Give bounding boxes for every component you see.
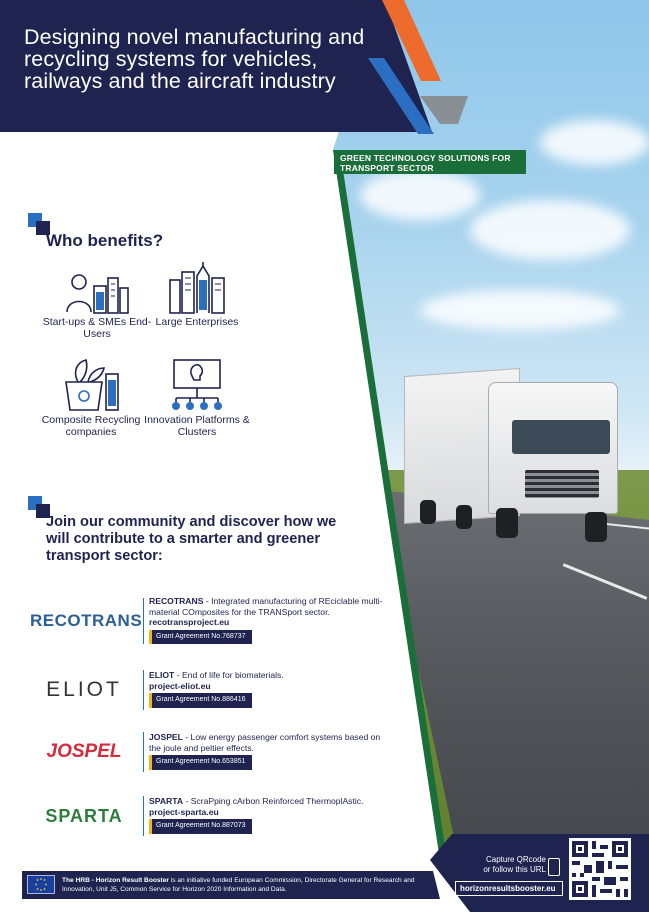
recycling-building-icon (58, 356, 124, 412)
project-description: - Low energy passenger comfort systems based on the joule and peltier effects. (149, 732, 381, 753)
project-url[interactable]: recotransproject.eu (149, 617, 230, 628)
footer-url[interactable]: horizonresultsbooster.eu (455, 881, 563, 896)
grant-badge: Grant Agreement No.653851 (149, 755, 252, 770)
person-city-icon (64, 268, 130, 314)
truck-wheel (420, 500, 436, 524)
truck-wheel (585, 512, 607, 542)
qr-caption-line: or follow this URL (483, 864, 546, 874)
sparta-logo: SPARTA (45, 806, 123, 826)
qr-code-icon[interactable] (569, 838, 631, 900)
footer-body: is an initiative funded European Commission, Directorate General for Research and Innovation, Unit J5, Common Service for Horizon 2020 Information and Data. (62, 877, 415, 893)
project-sparta (30, 796, 380, 836)
benefit-large-enterprises (142, 262, 252, 329)
community-title: Join our community and discover how we will contribute to a smarter and greener transport sector: (46, 514, 337, 564)
benefits-title: Who benefits? (46, 231, 164, 250)
project-url[interactable]: project-sparta.eu (149, 806, 219, 817)
project-url[interactable]: project-eliot.eu (149, 680, 211, 691)
truck-windshield (512, 420, 610, 454)
phone-icon (548, 858, 560, 876)
footer-lead: The HRB - Horizon Result Booster (62, 877, 169, 884)
eliot-logo: ELIOT (46, 678, 122, 701)
project-eliot (30, 670, 380, 710)
project-jospel (30, 732, 380, 772)
divider (143, 670, 144, 710)
project-recotrans (30, 596, 383, 648)
cloud (420, 290, 620, 330)
project-text (149, 732, 384, 770)
benefit-startups (42, 268, 152, 340)
truck-wheel (496, 508, 518, 538)
truck-grille (525, 470, 599, 498)
benefit-label: Large Enterprises (155, 316, 239, 328)
grant-badge: Grant Agreement No.887073 (149, 819, 252, 834)
benefit-recycling (36, 356, 146, 438)
project-text (149, 796, 384, 834)
qr-caption-line: Capture QRcode (485, 855, 546, 864)
cloud (470, 200, 630, 260)
project-name: SPARTA (149, 796, 184, 806)
jospel-logo: JOSPEL (46, 741, 122, 762)
truck-wheel (456, 505, 472, 529)
project-description: - End of life for biomaterials. (174, 670, 284, 680)
benefit-label: Innovation Platforms & Clusters (144, 414, 250, 438)
cloud (360, 170, 480, 220)
project-text (149, 596, 384, 644)
benefit-label: Start-ups & SMEs End-Users (42, 316, 152, 340)
project-name: JOSPEL (149, 732, 183, 742)
skyscrapers-icon (164, 262, 230, 314)
footer-text (62, 876, 434, 894)
innovation-network-icon (164, 358, 230, 412)
grant-badge: Grant Agreement No.768737 (149, 630, 252, 645)
sector-tag: GREEN TECHNOLOGY SOLUTIONS FOR TRANSPORT SECTOR (340, 153, 511, 173)
project-name: RECOTRANS (149, 596, 204, 606)
page-title: Designing novel manufacturing and recycling systems for vehicles, railways and the aircraft industry (24, 25, 365, 93)
cloud (540, 120, 649, 165)
project-text (149, 670, 384, 708)
benefit-innovation (142, 358, 252, 438)
project-description: - ScraPping cArbon Reinforced ThermoplAstic. (183, 796, 364, 806)
grant-badge: Grant Agreement No.886416 (149, 693, 252, 708)
benefit-label: Composite Recycling companies (41, 414, 141, 438)
qr-caption (458, 855, 546, 874)
divider (143, 732, 144, 772)
eu-flag-icon (27, 875, 55, 894)
divider (143, 796, 144, 836)
project-description: - Integrated manufacturing of REciclable multi-material COmposites for the TRANSport sector. (149, 596, 383, 617)
recotrans-logo: RECOTRANS (30, 611, 143, 630)
divider (143, 598, 144, 644)
project-name: ELIOT (149, 670, 175, 680)
